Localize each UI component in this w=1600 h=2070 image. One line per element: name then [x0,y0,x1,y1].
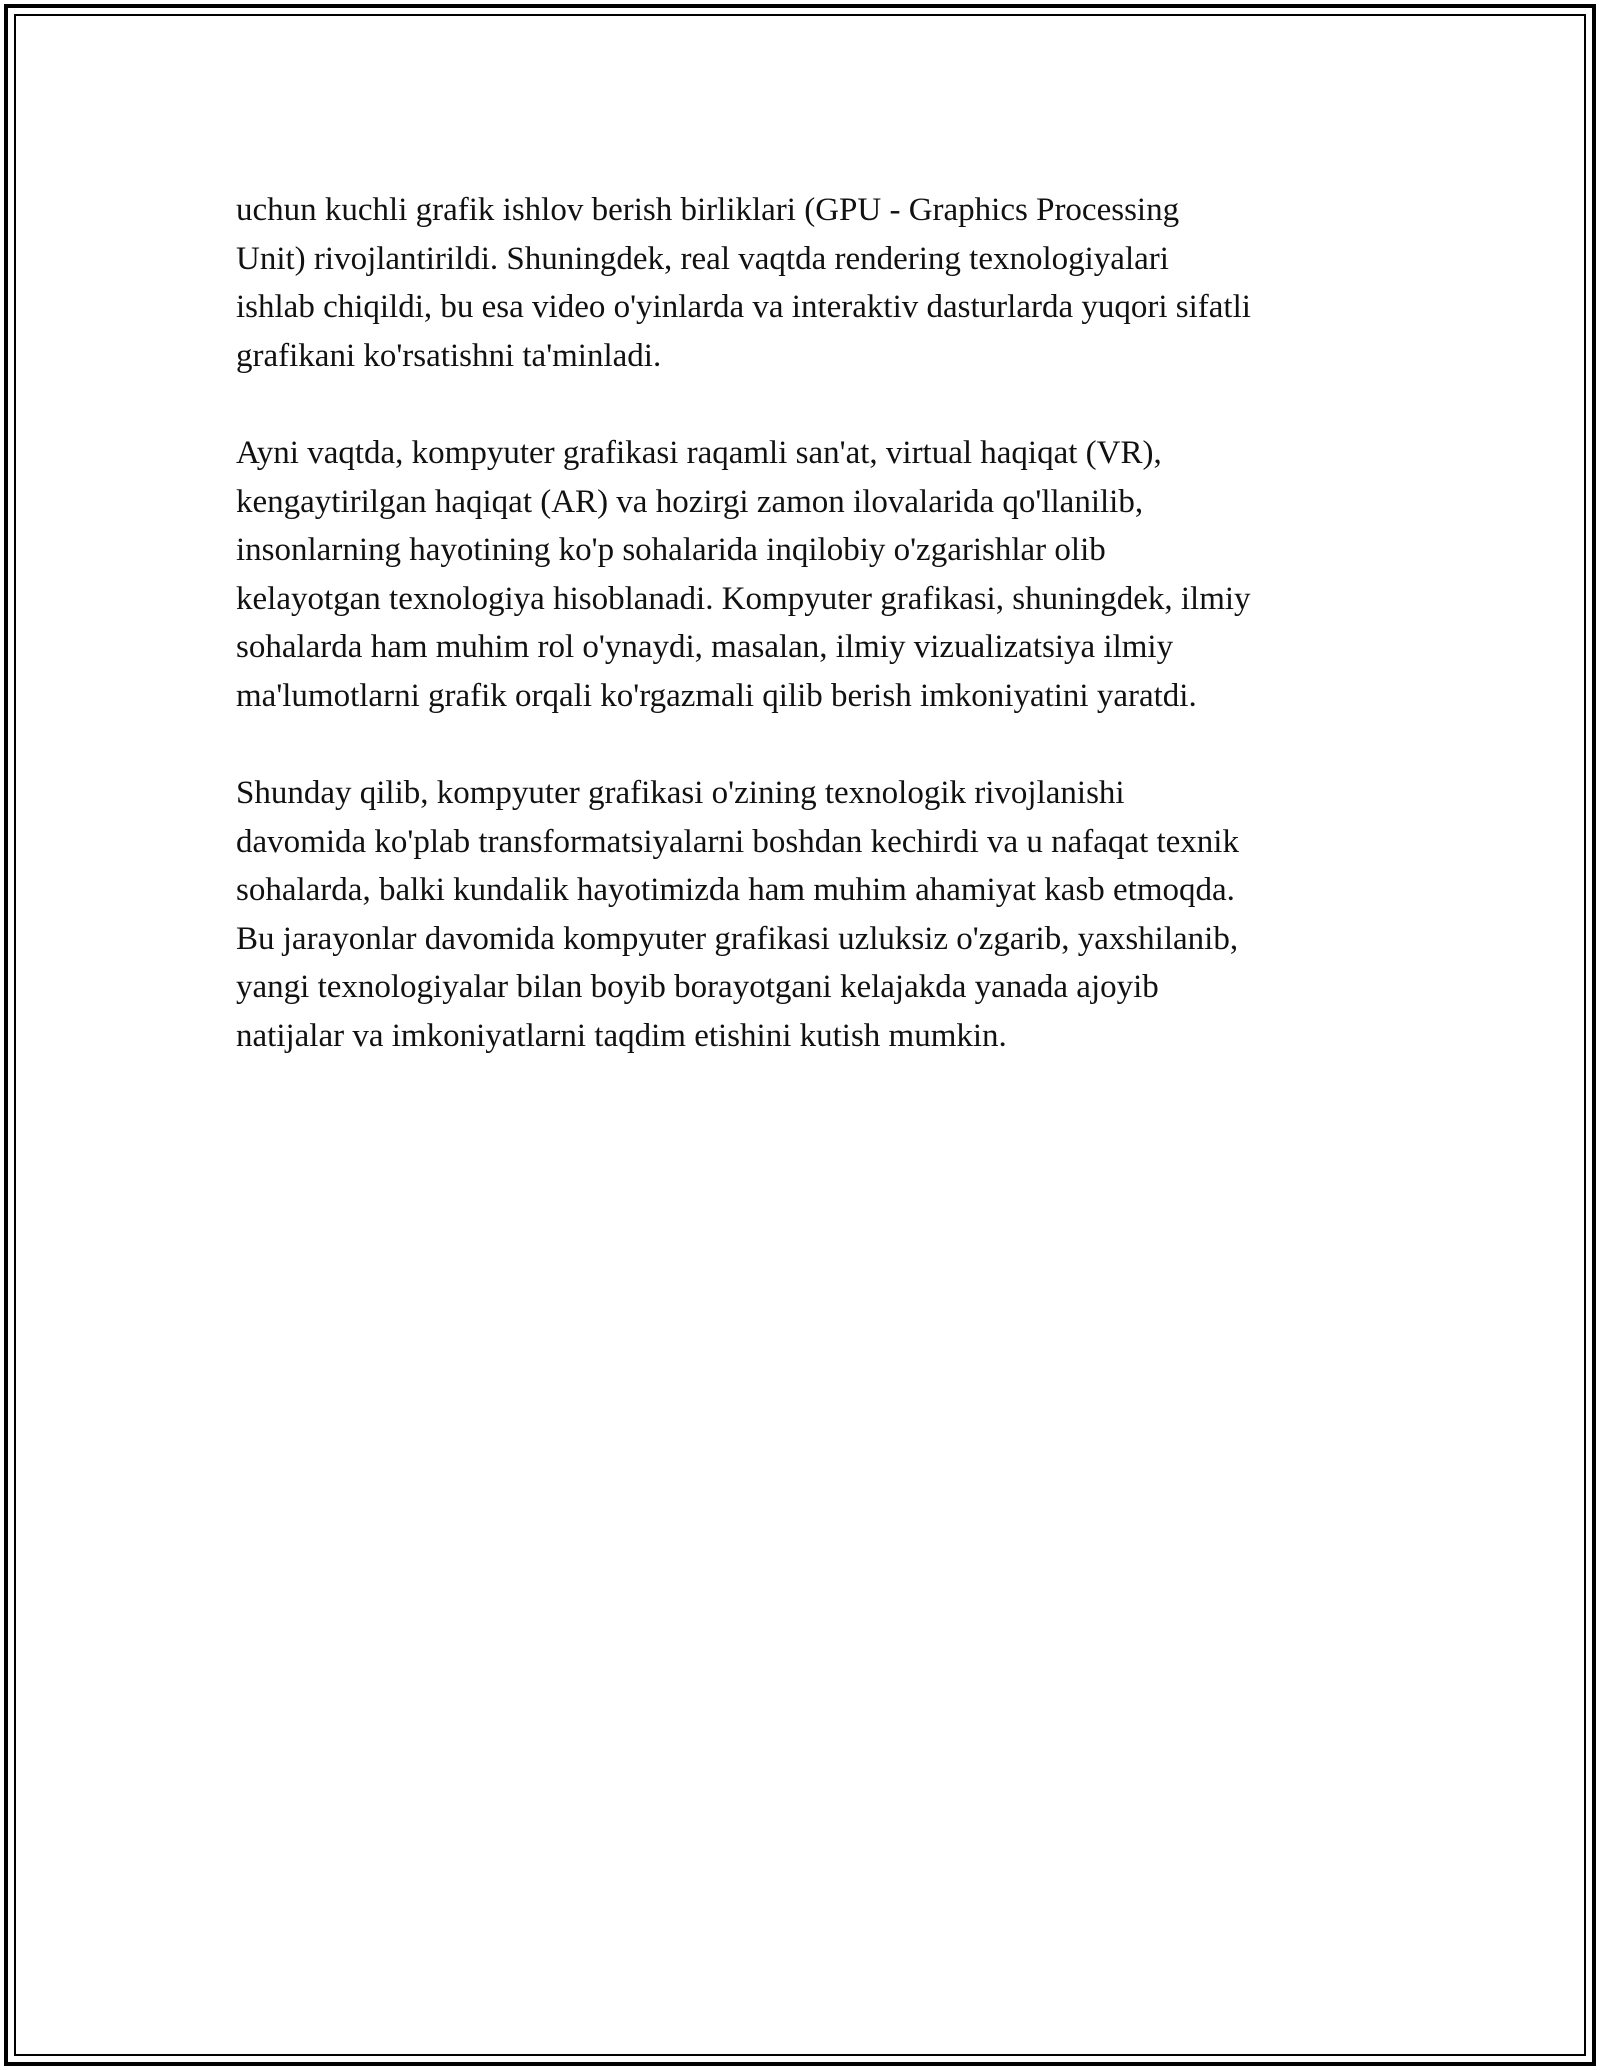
text-line: sohalarda, balki kundalik hayotimizda ham muhim ahamiyat kasb etmoqda. [236,872,1235,908]
text-line: uchun kuchli grafik ishlov berish birliklari (GPU - Graphics Processing [236,192,1180,228]
text-line: grafikani ko'rsatishni ta'minladi. [236,337,662,374]
text-line: Unit) rivojlantirildi. Shuningdek, real vaqtda rendering texnologiyalari [236,240,1169,277]
text-line: yangi texnologiyalar bilan boyib borayotgani kelajakda yanada ajoyib [236,969,1159,1005]
text-line: Ayni vaqtda, kompyuter grafikasi raqamli san'at, virtual haqiqat (VR), [236,435,1162,471]
text-line: Shunday qilib, kompyuter grafikasi o'zining texnologik rivojlanishi [236,775,1125,811]
document-body [236,186,1376,1060]
paragraph-3 [236,769,1376,1060]
paragraph-1 [236,186,1376,380]
text-line: insonlarning hayotining ko'p sohalarida inqilobiy o'zgarishlar olib [236,532,1106,568]
text-line: kelayotgan texnologiya hisoblanadi. Kompyuter grafikasi, shuningdek, ilmiy [236,580,1251,617]
text-line: natijalar va imkoniyatlarni taqdim etishini kutish mumkin. [236,1017,1007,1054]
text-line: Bu jarayonlar davomida kompyuter grafikasi uzluksiz o'zgarib, yaxshilanib, [236,920,1239,957]
text-line: davomida ko'plab transformatsiyalarni boshdan kechirdi va u nafaqat texnik [236,823,1239,860]
paragraph-2 [236,429,1376,720]
text-line: ma'lumotlarni grafik orqali ko'rgazmali qilib berish imkoniyatini yaratdi. [236,677,1197,714]
text-line: kengaytirilgan haqiqat (AR) va hozirgi zamon ilovalarida qo'llanilib, [236,483,1144,520]
text-line: sohalarda ham muhim rol o'ynaydi, masalan, ilmiy vizualizatsiya ilmiy [236,629,1174,665]
text-line: ishlab chiqildi, bu esa video o'yinlarda va interaktiv dasturlarda yuqori sifatli [236,289,1251,325]
